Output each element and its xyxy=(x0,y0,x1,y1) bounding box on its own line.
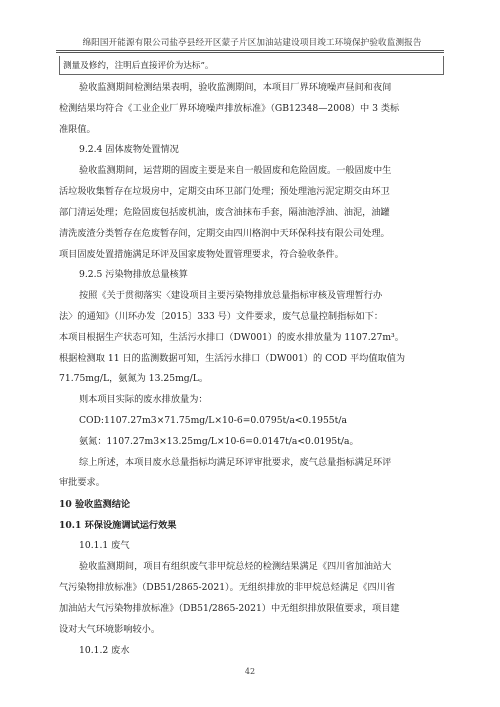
header-divider xyxy=(56,50,444,51)
paragraph-line: 验收监测期间检测结果表明，验收监测期间，本项目厂界环境噪声昼间和夜间 xyxy=(79,82,392,93)
subsection-heading: 10.1.2 废水 xyxy=(79,645,130,656)
page-header: 绵阳国开能源有限公司盐亭县经开区蒙子片区加油站建设项目竣工环境保护验收监测报告 xyxy=(82,38,422,48)
section-heading: 9.2.5 污染物排放总量核算 xyxy=(79,269,188,280)
paragraph-line: 活垃圾收集暂存在垃圾房中，定期交由环卫部门处理；预处理池污泥定期交由环卫 xyxy=(59,186,390,197)
table-continuation-text: 测量及修约，注明后直接评价为达标”。 xyxy=(63,61,214,71)
section-heading: 9.2.4 固体废物处置情况 xyxy=(79,144,179,155)
paragraph-line: 设对大气环境影响较小。 xyxy=(59,624,161,635)
page-number: 42 xyxy=(244,667,256,676)
paragraph-line: 验收监测期间，项目有组织废气非甲烷总烃的检测结果满足《四川省加油站大 xyxy=(79,561,392,572)
paragraph-line: 加油站大气污染物排放标准》（DB51/2865-2021）中无组织排放限值要求，项目建 xyxy=(59,603,400,614)
paragraph-line: 法〉的通知》（川环办发〔2015〕333 号）文件要求，废气总量控制指标如下： xyxy=(59,311,384,322)
paragraph-line: 验收监测期间，运营期的固废主要是来自一般固废和危险固废。一般固废中生 xyxy=(79,165,392,176)
section-heading: 10.1 环保设施调试运行效果 xyxy=(59,520,177,531)
paragraph-line: 清洗废渣分类暂存在危废暂存间，定期交由四川格润中天环保科技有限公司处理。 xyxy=(59,228,390,239)
paragraph-line: 部门清运处理；危险固废包括废机油，废含油抹布手套，隔油池浮油、油泥，油罐 xyxy=(59,207,390,218)
table-continuation-cell xyxy=(59,56,444,75)
formula-line: COD:1107.27m3×71.75mg/L×10-6=0.0795t/a<0.1955t/a xyxy=(79,415,347,426)
paragraph-line: 准限值。 xyxy=(59,124,96,135)
paragraph-line: 根据检测取 11 日的监测数据可知，生活污水排口（DW001）的 COD 平均值取值为 xyxy=(59,353,406,364)
paragraph-line: 综上所述，本项目废水总量指标均满足环评审批要求，废气总量指标满足环评 xyxy=(79,457,392,468)
paragraph-line: 按照《关于贯彻落实〈建设项目主要污染物排放总量指标审核及管理暂行办 xyxy=(79,290,383,301)
chapter-heading: 10 验收监测结论 xyxy=(59,499,131,510)
header-divider-thin xyxy=(56,52,444,53)
paragraph-line: 检测结果均符合《工业企业厂界环境噪声排放标准》（GB12348—2008）中 3 类标 xyxy=(59,103,400,114)
paragraph-line: 本项目根据生产状态可知，生活污水排口（DW001）的废水排放量为 1107.27m³。 xyxy=(59,332,404,343)
paragraph-line: 气污染物排放标准》（DB51/2865-2021）。无组织排放的非甲烷总烃满足《四川省 xyxy=(59,582,396,593)
paragraph-line: 则本项目实际的废水排放量为： xyxy=(79,394,208,405)
subsection-heading: 10.1.1 废气 xyxy=(79,540,130,551)
paragraph-line: 项目固废处置措施满足环评及国家废物处置管理要求，符合验收条件。 xyxy=(59,249,344,260)
paragraph-line: 审批要求。 xyxy=(59,477,105,488)
paragraph-line: 71.75mg/L，氨氮为 13.25mg/L。 xyxy=(59,373,209,384)
formula-line: 氨氮：1107.27m3×13.25mg/L×10-6=0.0147t/a<0.0195t/a。 xyxy=(79,436,359,447)
